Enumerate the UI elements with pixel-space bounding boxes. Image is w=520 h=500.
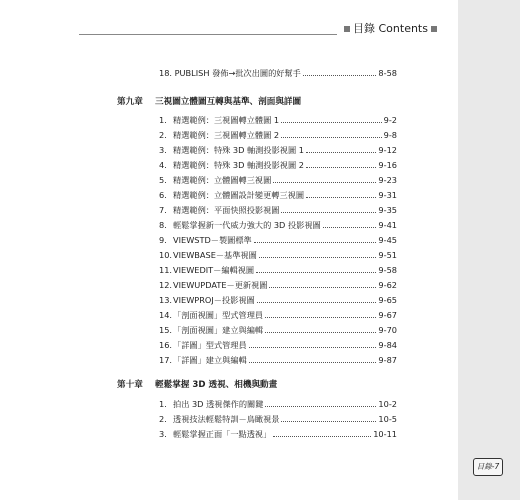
toc-entry-text: 精選範例：平面快照投影視圖 bbox=[173, 205, 280, 215]
toc-entry-page: 9-16 bbox=[378, 160, 397, 170]
dot-leader bbox=[281, 128, 382, 138]
dot-leader bbox=[257, 293, 377, 303]
dot-leader bbox=[323, 218, 377, 228]
dot-leader bbox=[273, 427, 371, 437]
toc-entry-text: 精選範例：特殊 3D 軸測投影視圖 1 bbox=[173, 145, 304, 155]
page-number-badge bbox=[473, 458, 503, 476]
dot-leader bbox=[259, 248, 377, 258]
toc-entry-number: 15. bbox=[159, 325, 173, 335]
toc-entry bbox=[159, 427, 397, 441]
toc-entry-page: 9-35 bbox=[378, 205, 397, 215]
toc-entry bbox=[159, 188, 397, 202]
dot-leader bbox=[303, 66, 377, 76]
toc-entry-text: VIEWPROJ－投影視圖 bbox=[173, 295, 255, 305]
toc-entry-number: 8. bbox=[159, 220, 167, 230]
toc-entry bbox=[159, 203, 397, 217]
toc-entry-page: 9-41 bbox=[378, 220, 397, 230]
chapter-heading bbox=[117, 378, 278, 390]
dot-leader bbox=[306, 158, 376, 168]
toc-entry bbox=[159, 263, 397, 277]
dot-leader bbox=[281, 203, 376, 213]
chapter-label: 第十章 bbox=[117, 380, 143, 390]
toc-entry-page: 9-62 bbox=[378, 280, 397, 290]
side-band bbox=[458, 0, 520, 500]
toc-entry bbox=[159, 293, 397, 307]
toc-entry-page: 9-31 bbox=[378, 190, 397, 200]
toc-entry-text: VIEWUPDATE－更新視圖 bbox=[173, 280, 268, 290]
toc-entry bbox=[159, 397, 397, 411]
toc-entry-number: 12. bbox=[159, 280, 173, 290]
toc-entry-page: 9-84 bbox=[378, 340, 397, 350]
toc-entry-number: 17. bbox=[159, 355, 173, 365]
toc-entry-number: 7. bbox=[159, 205, 167, 215]
toc-entry-text: 「詳圖」建立與編輯 bbox=[173, 355, 247, 365]
toc-entry-text: VIEWEDIT－編輯視圖 bbox=[173, 265, 255, 275]
toc-entry-number: 13. bbox=[159, 295, 173, 305]
dot-leader bbox=[281, 412, 376, 422]
toc-entry bbox=[159, 353, 397, 367]
toc-entry-text: 精選範例：立體圖設計變更轉三視圖 bbox=[173, 190, 305, 200]
toc-entry-page: 10-2 bbox=[378, 399, 397, 409]
toc-entry-number: 6. bbox=[159, 190, 167, 200]
chapter-title: 輕鬆掌握 3D 透視、相機與動畫 bbox=[155, 380, 278, 390]
dot-leader bbox=[265, 397, 376, 407]
dot-leader bbox=[269, 278, 376, 288]
toc-entry-page: 9-70 bbox=[378, 325, 397, 335]
header-title bbox=[341, 22, 440, 36]
toc-entry-number: 4. bbox=[159, 160, 167, 170]
toc-entry-page: 9-65 bbox=[378, 295, 397, 305]
dot-leader bbox=[249, 338, 377, 348]
chapter-heading bbox=[117, 95, 302, 107]
toc-entry-text: 「剖面視圖」型式管理員 bbox=[173, 310, 264, 320]
toc-entry-page: 10-5 bbox=[378, 414, 397, 424]
toc-entry bbox=[159, 173, 397, 187]
toc-entry-text: 輕鬆掌握新一代威力強大的 3D 投影視圖 bbox=[173, 220, 321, 230]
toc-entry-text: 18. PUBLISH 發佈→批次出圖的好幫手 bbox=[159, 68, 301, 78]
toc-entry bbox=[159, 66, 397, 80]
toc-entry-page: 9-87 bbox=[378, 355, 397, 365]
toc-entry bbox=[159, 218, 397, 232]
toc-entry-number: 11. bbox=[159, 265, 173, 275]
chapter-label: 第九章 bbox=[117, 97, 143, 107]
toc-entry-number: 5. bbox=[159, 175, 167, 185]
dot-leader bbox=[256, 263, 376, 273]
toc-entry-text: VIEWSTD－製圖標準 bbox=[173, 235, 252, 245]
header-rule bbox=[79, 34, 337, 35]
dot-leader bbox=[249, 353, 377, 363]
dot-leader bbox=[273, 173, 376, 183]
toc-entry bbox=[159, 278, 397, 292]
toc-entry bbox=[159, 412, 397, 426]
toc-entry-text: 輕鬆掌握正面「一點透視」 bbox=[173, 429, 272, 439]
toc-entry-number: 16. bbox=[159, 340, 173, 350]
toc-entry-text: 拍出 3D 透視傑作的關鍵 bbox=[173, 399, 264, 409]
toc-entry bbox=[159, 128, 397, 142]
toc-entry-number: 2. bbox=[159, 414, 167, 424]
toc-entry-number: 3. bbox=[159, 429, 167, 439]
toc-entry-page: 10-11 bbox=[373, 429, 397, 439]
dot-leader bbox=[265, 323, 376, 333]
toc-entry-page: 9-58 bbox=[378, 265, 397, 275]
toc-entry-text: 精選範例：三視圖轉立體圖 1 bbox=[173, 115, 280, 125]
toc-entry-number: 3. bbox=[159, 145, 167, 155]
dot-leader bbox=[265, 308, 376, 318]
toc-entry-page: 9-45 bbox=[378, 235, 397, 245]
toc-entry-number: 14. bbox=[159, 310, 173, 320]
toc-entry bbox=[159, 338, 397, 352]
square-bullet-icon bbox=[431, 26, 437, 32]
toc-entry-text: 精選範例：立體圖轉三視圖 bbox=[173, 175, 272, 185]
toc-entry-page: 9-51 bbox=[378, 250, 397, 260]
dot-leader bbox=[281, 113, 382, 123]
toc-entry-number: 1. bbox=[159, 115, 167, 125]
toc-entry-number: 9. bbox=[159, 235, 167, 245]
toc-entry-text: VIEWBASE－基準視圖 bbox=[173, 250, 257, 260]
square-bullet-icon bbox=[344, 26, 350, 32]
toc-entry-page: 9-23 bbox=[378, 175, 397, 185]
toc-entry-text: 精選範例：三視圖轉立體圖 2 bbox=[173, 130, 280, 140]
dot-leader bbox=[254, 233, 377, 243]
toc-entry bbox=[159, 323, 397, 337]
toc-entry-number: 1. bbox=[159, 399, 167, 409]
header-title-text: 目錄 Contents bbox=[353, 22, 428, 35]
dot-leader bbox=[306, 143, 376, 153]
page-number: 目錄-7 bbox=[476, 462, 500, 471]
chapter-title: 三視圖立體圖互轉與基準、剖面與詳圖 bbox=[155, 97, 302, 107]
toc-entry bbox=[159, 248, 397, 262]
toc-entry bbox=[159, 233, 397, 247]
toc-entry-number: 2. bbox=[159, 130, 167, 140]
toc-entry-page: 9-12 bbox=[378, 145, 397, 155]
toc-entry-text: 透視技法輕鬆特訓－鳥瞰視景 bbox=[173, 414, 280, 424]
toc-entry-page: 8-58 bbox=[378, 68, 397, 78]
toc-entry-page: 9-67 bbox=[378, 310, 397, 320]
toc-entry bbox=[159, 308, 397, 322]
toc-entry bbox=[159, 113, 397, 127]
toc-entry bbox=[159, 143, 397, 157]
toc-entry-text: 「詳圖」型式管理員 bbox=[173, 340, 247, 350]
toc-entry-text: 精選範例：特殊 3D 軸測投影視圖 2 bbox=[173, 160, 304, 170]
toc-entry-page: 9-8 bbox=[383, 130, 397, 140]
toc-entry-number: 10. bbox=[159, 250, 173, 260]
toc-entry-text: 「剖面視圖」建立與編輯 bbox=[173, 325, 264, 335]
toc-entry-page: 9-2 bbox=[383, 115, 397, 125]
toc-entry bbox=[159, 158, 397, 172]
dot-leader bbox=[306, 188, 376, 198]
